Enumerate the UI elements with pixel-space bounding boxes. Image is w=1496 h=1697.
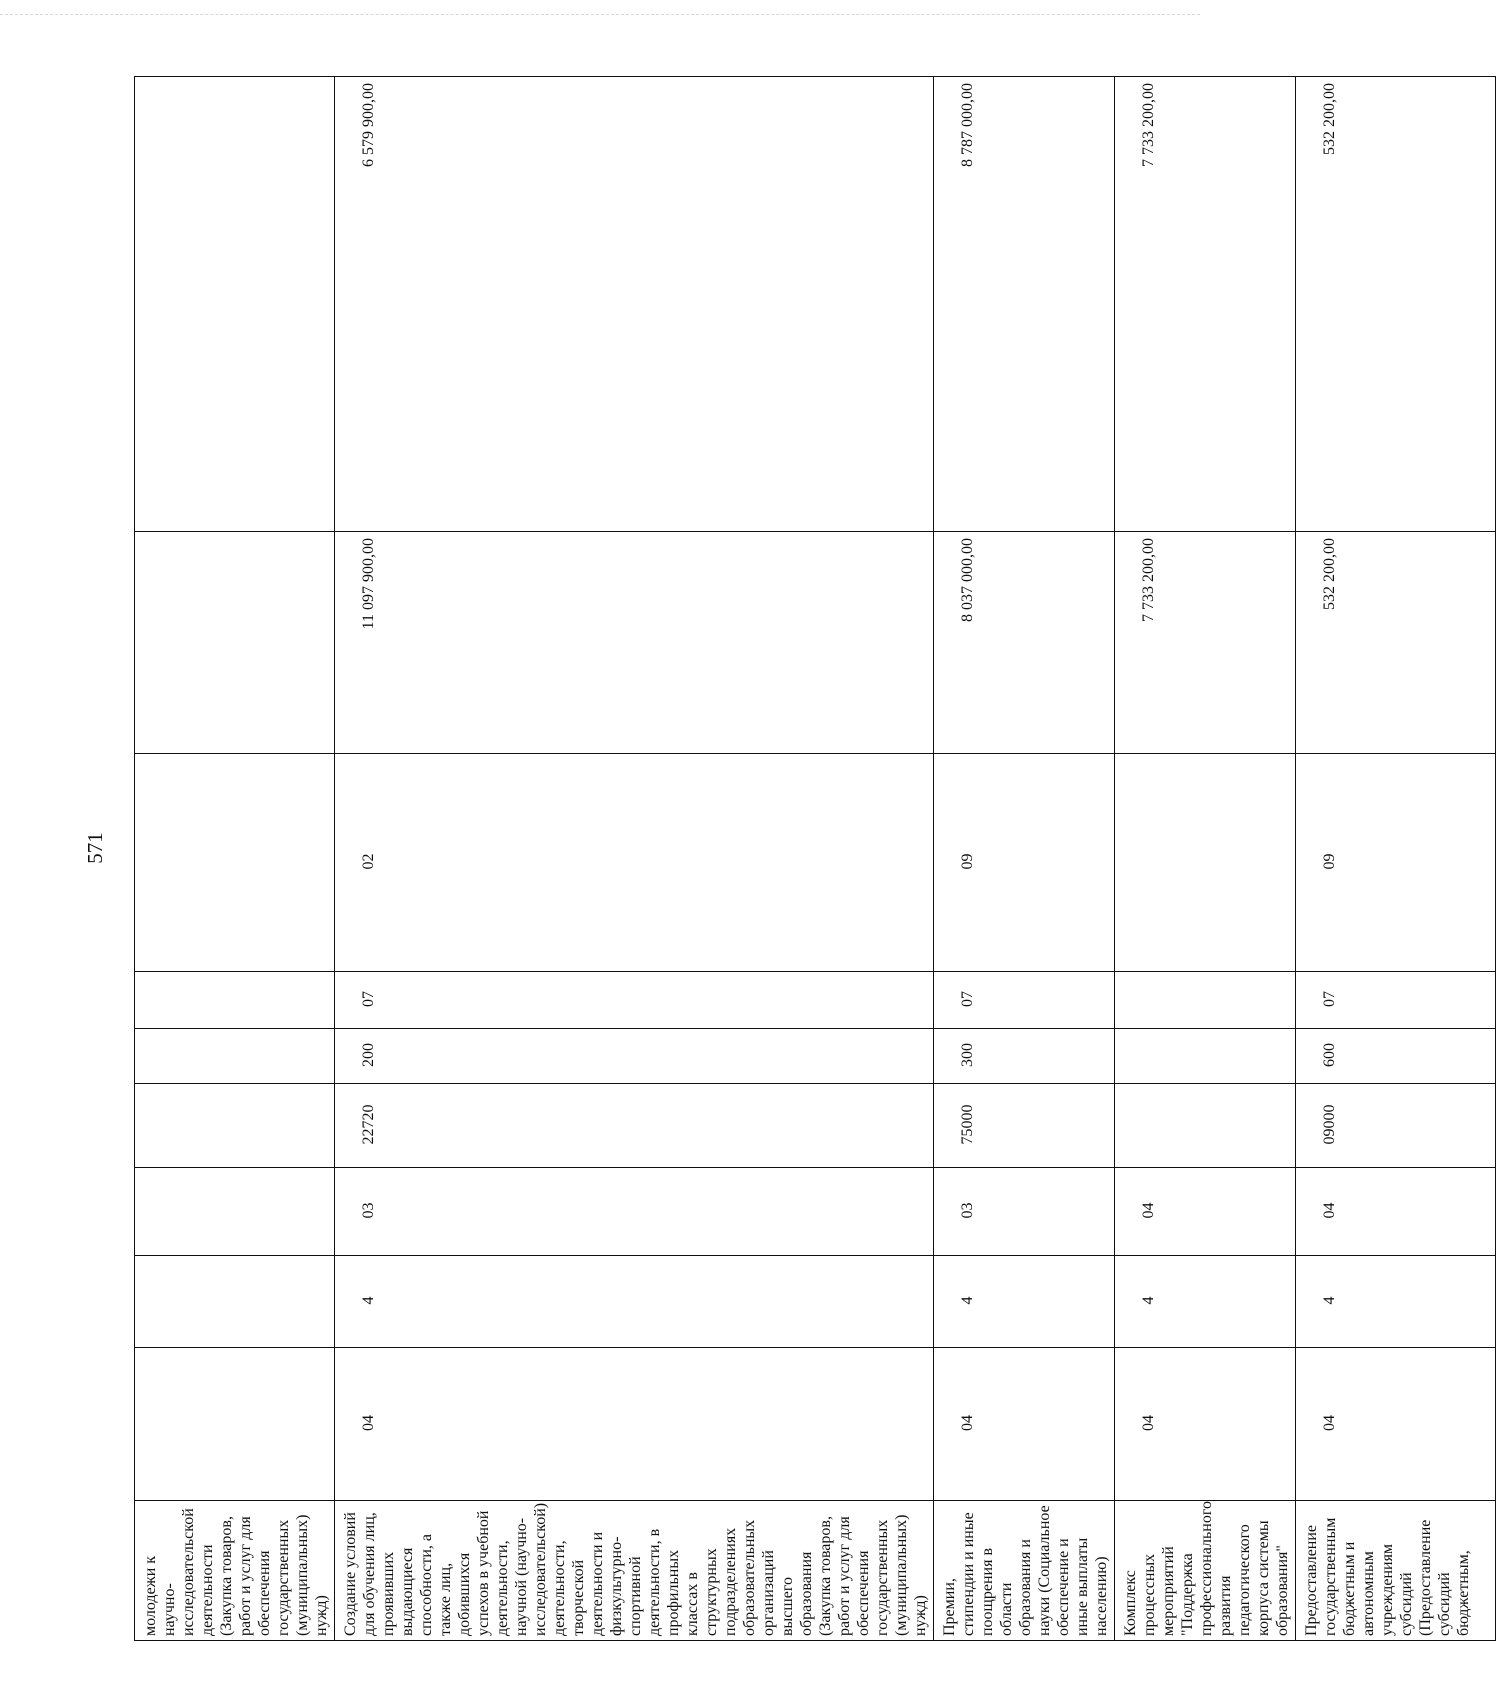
page-number: 571 xyxy=(83,832,107,864)
code-cell: 07 xyxy=(335,972,934,1029)
code-cell: 09 xyxy=(1296,754,1496,972)
code-cell xyxy=(1115,754,1296,972)
row-name-cell: Комплекс процессных мероприятий "Поддержка профессионального развития педагогического корпуса системы образования" xyxy=(1115,1501,1296,1641)
amount-cell: 8 037 000,00 xyxy=(934,532,1115,754)
amount-cell: 7 733 200,00 xyxy=(1115,532,1296,754)
code-cell xyxy=(1115,1029,1296,1084)
code-cell xyxy=(135,1256,335,1348)
rotated-table-frame xyxy=(134,77,1472,1641)
code-cell: 04 xyxy=(335,1348,934,1501)
amount-cell: 11 097 900,00 xyxy=(335,532,934,754)
amount-cell xyxy=(135,532,335,754)
code-cell: 07 xyxy=(934,972,1115,1029)
code-cell xyxy=(1115,972,1296,1029)
row-name-cell: молодежи к научно-исследовательской деятельности (Закупка товаров, работ и услуг для обеспечения государственных (муниципальных) нужд) xyxy=(135,1501,335,1641)
amount-cell: 6 579 900,00 xyxy=(335,77,934,532)
code-cell: 02 xyxy=(335,754,934,972)
code-cell: 03 xyxy=(335,1168,934,1256)
code-cell: 07 xyxy=(1296,972,1496,1029)
code-cell: 4 xyxy=(1296,1256,1496,1348)
code-cell xyxy=(1115,1084,1296,1168)
table-row xyxy=(135,77,335,1641)
code-cell: 04 xyxy=(1115,1348,1296,1501)
code-cell xyxy=(135,1084,335,1168)
code-cell: 600 xyxy=(1296,1029,1496,1084)
amount-cell: 7 733 200,00 xyxy=(1115,77,1296,532)
code-cell: 300 xyxy=(934,1029,1115,1084)
table-row xyxy=(1115,77,1296,1641)
code-cell: 4 xyxy=(934,1256,1115,1348)
row-name-cell: Создание условий для обучения лиц, проявивших выдающиеся способности, а также лиц, добившихся успехов в учебной деятельности, научной (научно-исследовательской) деятельности, творческой деятельности и физкультурно-спортивной деятельности, в профильных классах в структурных подразделениях образовательных организаций высшего образования (Закупка товаров, работ и услуг для обеспечения государственных (муниципальных) нужд) xyxy=(335,1501,934,1641)
table-row xyxy=(934,77,1115,1641)
code-cell: 200 xyxy=(335,1029,934,1084)
row-name-cell: Предоставление государственным бюджетным и автономным учреждениям субсидий (Предоставление субсидий бюджетным, xyxy=(1296,1501,1496,1641)
code-cell: 03 xyxy=(934,1168,1115,1256)
amount-cell: 8 787 000,00 xyxy=(934,77,1115,532)
budget-table xyxy=(134,76,1496,1641)
code-cell xyxy=(135,972,335,1029)
code-cell: 04 xyxy=(1296,1168,1496,1256)
amount-cell xyxy=(135,77,335,532)
code-cell xyxy=(135,1029,335,1084)
code-cell xyxy=(135,754,335,972)
amount-cell: 532 200,00 xyxy=(1296,77,1496,532)
table-row xyxy=(335,77,934,1641)
row-name-cell: Премии, стипендии и иные поощрения в области образования и науки (Социальное обеспечение и иные выплаты населению) xyxy=(934,1501,1115,1641)
code-cell xyxy=(135,1168,335,1256)
code-cell: 4 xyxy=(335,1256,934,1348)
table-row xyxy=(1296,77,1496,1641)
code-cell: 04 xyxy=(1296,1348,1496,1501)
amount-cell: 532 200,00 xyxy=(1296,532,1496,754)
code-cell: 22720 xyxy=(335,1084,934,1168)
code-cell: 09000 xyxy=(1296,1084,1496,1168)
code-cell: 4 xyxy=(1115,1256,1296,1348)
code-cell: 75000 xyxy=(934,1084,1115,1168)
code-cell: 04 xyxy=(1115,1168,1296,1256)
code-cell: 04 xyxy=(934,1348,1115,1501)
scan-edge-line xyxy=(0,14,1200,15)
code-cell: 09 xyxy=(934,754,1115,972)
code-cell xyxy=(135,1348,335,1501)
